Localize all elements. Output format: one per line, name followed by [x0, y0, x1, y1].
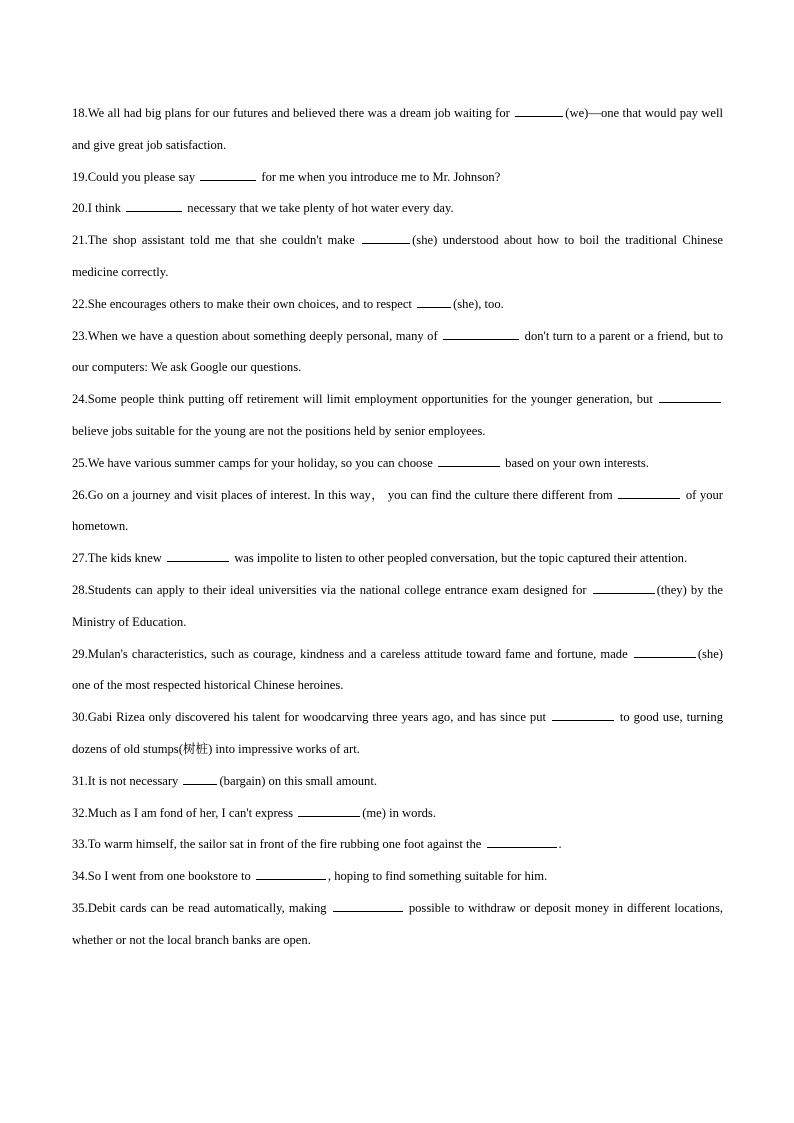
answer-blank[interactable] [362, 229, 410, 244]
answer-blank[interactable] [634, 643, 696, 658]
question-text: 18.We all had big plans for our futures and believed there was a dream job waiting for [72, 106, 514, 120]
answer-blank[interactable] [256, 865, 326, 880]
question-text: to good use, turning dozens of old stumps(树桩) into impressive works of art. [72, 710, 723, 756]
answer-blank[interactable] [417, 293, 451, 308]
question-text: 24.Some people think putting off retirement will limit employment opportunities for the younger generation, but [72, 392, 657, 407]
answer-blank[interactable] [126, 197, 182, 212]
question-text: 35.Debit cards can be read automatically, making [72, 900, 331, 915]
question-32 [72, 798, 723, 830]
question-text: (bargain) on this small amount. [219, 773, 377, 788]
worksheet [72, 98, 723, 957]
question-text: 30.Gabi Rizea only discovered his talent for woodcarving three years ago, and has since put [72, 710, 550, 725]
question-text: of your hometown. [72, 487, 723, 534]
question-24 [72, 384, 723, 448]
question-35 [72, 893, 723, 957]
question-28 [72, 575, 723, 639]
question-text: for me when you introduce me to Mr. Johnson? [258, 169, 501, 184]
question-30 [72, 702, 723, 766]
question-text: 21.The shop assistant told me that she couldn't make [72, 233, 361, 248]
question-text: (me) in words. [362, 805, 436, 820]
question-text: possible to withdraw or deposit money in different locations, whether or not the local branch banks are open. [72, 900, 723, 947]
question-23 [72, 321, 723, 385]
question-text: was impolite to listen to other peopled conversation, but the topic captured their attention. [231, 551, 688, 566]
question-text: necessary that we take plenty of hot water every day. [184, 201, 454, 216]
question-20 [72, 193, 723, 225]
answer-blank[interactable] [515, 102, 563, 117]
question-26 [72, 480, 723, 544]
question-text: 28.Students can apply to their ideal universities via the national college entrance exam designed for [72, 582, 591, 597]
question-18 [72, 98, 723, 162]
answer-blank[interactable] [438, 452, 500, 467]
question-text: (she), too. [453, 296, 504, 311]
question-text: , hoping to find something suitable for him. [327, 869, 548, 884]
answer-blank[interactable] [659, 388, 721, 403]
question-25 [72, 448, 723, 480]
question-text: 26.Go on a journey and visit places of interest. In this way， you can find the culture there different from [72, 487, 617, 502]
question-text: 22.She encourages others to make their own choices, and to respect [72, 296, 416, 311]
question-text: 34.So I went from one bookstore to [72, 869, 254, 884]
answer-blank[interactable] [593, 579, 655, 594]
question-text: 23.When we have a question about something deeply personal, many of [72, 328, 442, 343]
question-text: 33.To warm himself, the sailor sat in front of the fire rubbing one foot against the [72, 837, 485, 852]
question-text: (they) by the Ministry of Education. [72, 582, 723, 629]
question-text: 20.I think [72, 201, 125, 216]
question-text: . [558, 837, 562, 852]
question-text: 31.It is not necessary [72, 773, 182, 788]
answer-blank[interactable] [298, 802, 360, 817]
question-34 [72, 861, 723, 893]
answer-blank[interactable] [443, 325, 519, 340]
question-text: (she) understood about how to boil the traditional Chinese medicine correctly. [72, 233, 723, 279]
question-text: (we)—one that would pay well and give great job satisfaction. [72, 106, 724, 152]
question-text: 25.We have various summer camps for your holiday, so you can choose [72, 455, 436, 470]
question-text: 29.Mulan's characteristics, such as courage, kindness and a careless attitude toward fame and fortune, made [72, 646, 632, 661]
question-22 [72, 289, 723, 321]
question-text: (she) one of the most respected historical Chinese heroines. [72, 646, 723, 693]
answer-blank[interactable] [167, 547, 229, 562]
question-19 [72, 162, 723, 194]
answer-blank[interactable] [618, 484, 680, 499]
question-27 [72, 543, 723, 575]
question-text: believe jobs suitable for the young are not the positions held by senior employees. [72, 423, 486, 438]
question-text: don't turn to a parent or a friend, but to our computers: We ask Google our questions. [72, 328, 723, 375]
answer-blank[interactable] [200, 166, 256, 181]
question-text: based on your own interests. [502, 455, 649, 470]
question-text: 27.The kids knew [72, 551, 166, 566]
answer-blank[interactable] [552, 706, 614, 721]
question-33 [72, 829, 723, 861]
answer-blank[interactable] [487, 833, 557, 848]
question-31 [72, 766, 723, 798]
question-29 [72, 639, 723, 703]
question-21 [72, 225, 723, 289]
question-text: 19.Could you please say [72, 169, 199, 184]
answer-blank[interactable] [183, 770, 217, 785]
question-text: 32.Much as I am fond of her, I can't express [72, 805, 297, 820]
answer-blank[interactable] [333, 897, 403, 912]
